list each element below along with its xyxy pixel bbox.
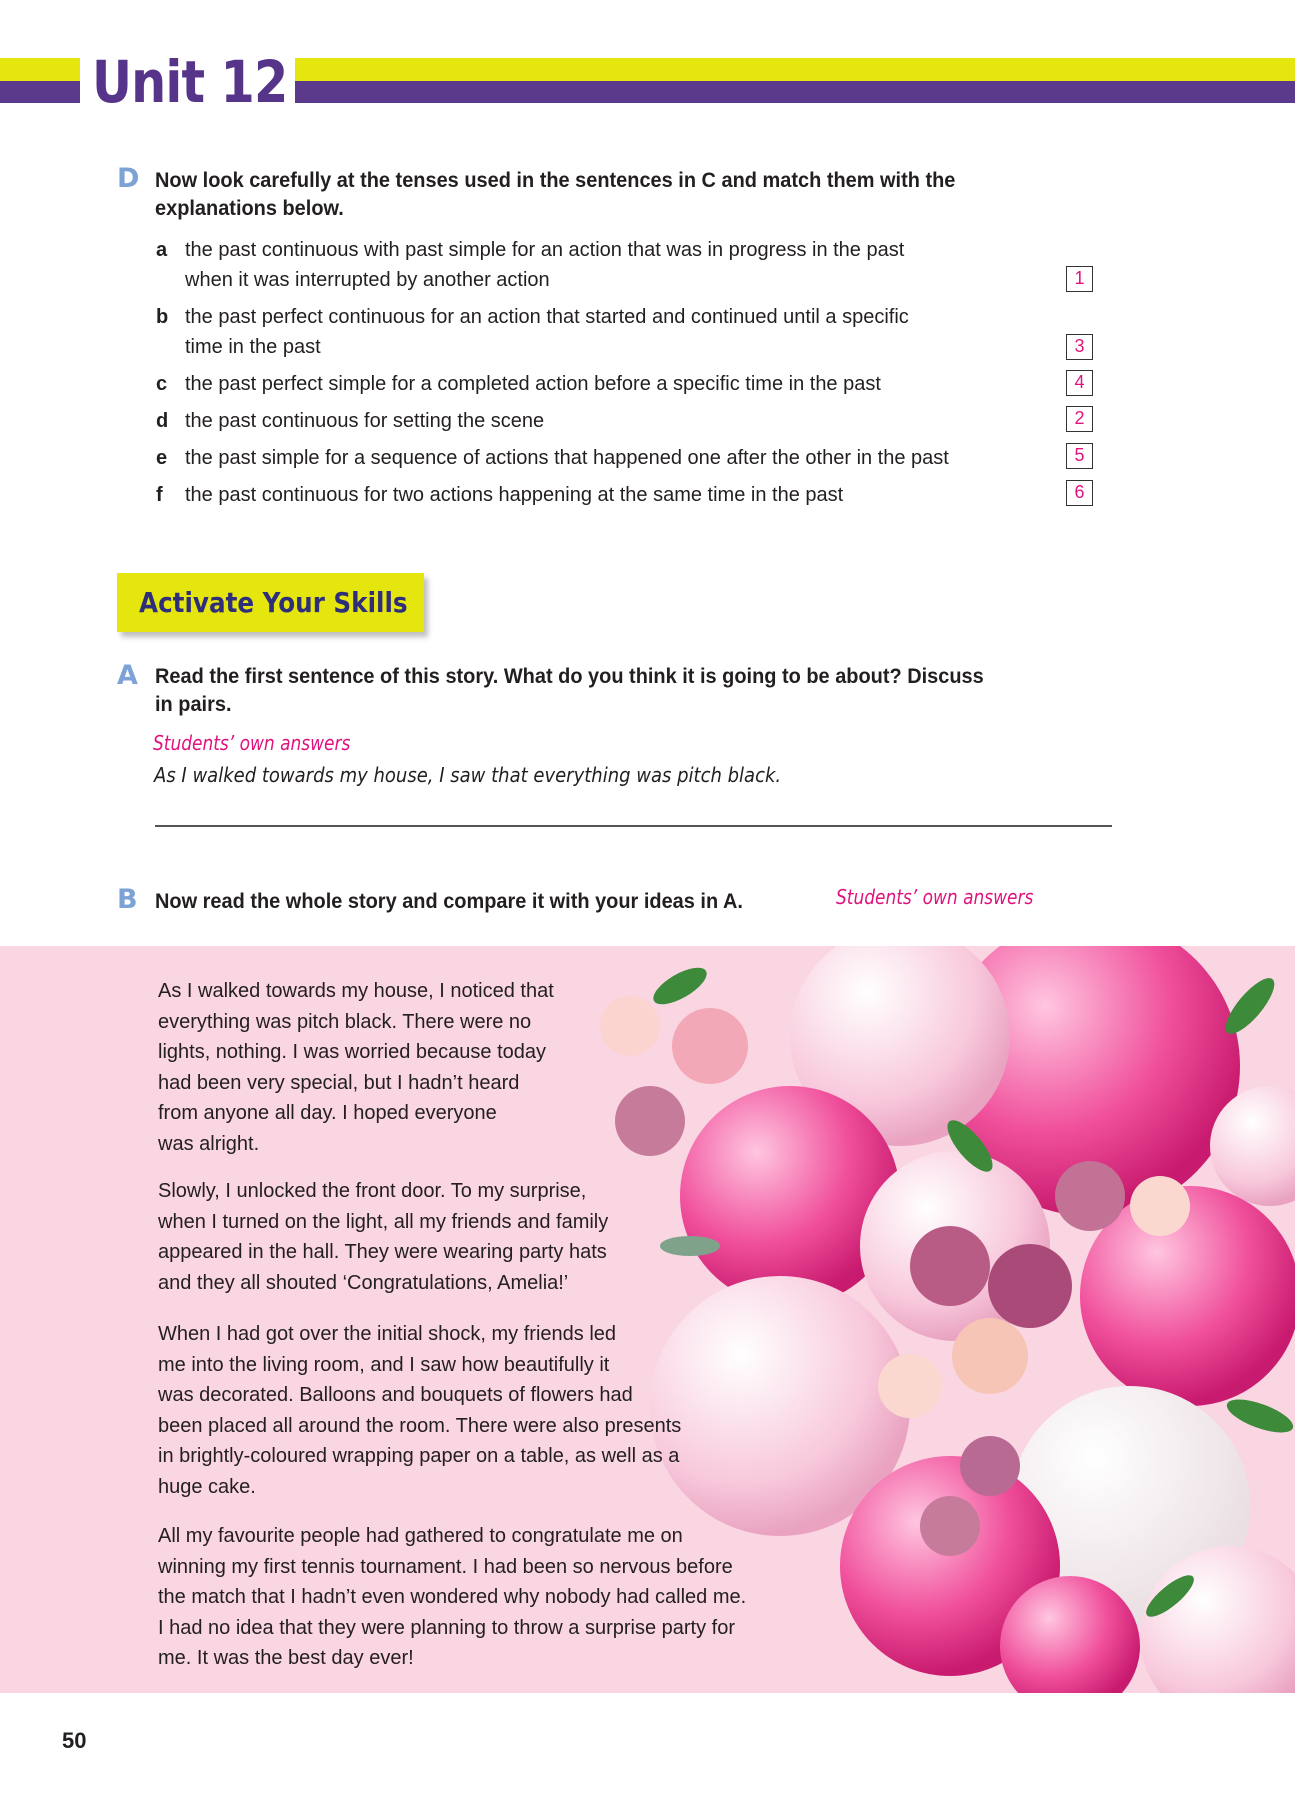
- story-text: Slowly, I unlocked the front door. To my surprise, when I turned on the light, all my friends and family appeared in the hall. They were wearing party hats and they all shouted ‘Congratulations, Amelia!’: [158, 1180, 609, 1294]
- item-letter: e: [156, 447, 168, 469]
- answer-box-c[interactable]: 4: [1066, 370, 1093, 396]
- item-letter: d: [156, 410, 169, 432]
- story-paragraph: [158, 1319, 681, 1503]
- story-paragraph: [158, 1176, 608, 1298]
- answer-box-e[interactable]: 5: [1066, 443, 1093, 469]
- answer-line[interactable]: [155, 825, 1112, 827]
- instruction-line: Now look carefully at the tenses used in the sentences in C and match them with the: [155, 169, 956, 192]
- answer-box-f[interactable]: 6: [1066, 480, 1093, 506]
- activate-skills-banner: [117, 573, 424, 632]
- answer-box-b[interactable]: 3: [1066, 334, 1093, 360]
- item-text: time in the past: [185, 336, 321, 358]
- section-b-instruction: Now read the whole story and compare it with your ideas in A.: [155, 890, 743, 913]
- section-a-letter: A: [117, 660, 138, 691]
- item-text: the past perfect continuous for an action that started and continued until a specific: [185, 306, 909, 328]
- item-text: the past continuous for setting the scene: [185, 410, 545, 432]
- section-b-letter: B: [117, 884, 138, 915]
- section-b-answer: Students’ own answers: [836, 885, 1034, 909]
- story-text: As I walked towards my house, I noticed that everything was pitch black. There were no lights, nothing. I was worried because today had been very special, but I hadn’t heard from anyone all day. I hoped everyone was alright.: [158, 980, 554, 1155]
- section-a-sentence: As I walked towards my house, I saw that everything was pitch black.: [154, 763, 782, 787]
- item-letter: b: [156, 306, 169, 328]
- item-letter: a: [156, 239, 168, 261]
- section-d-instruction: [155, 167, 955, 223]
- instruction-line: in pairs.: [155, 693, 232, 716]
- item-text: the past continuous for two actions happening at the same time in the past: [185, 484, 844, 506]
- item-text: the past simple for a sequence of actions that happened one after the other in the past: [185, 447, 949, 469]
- instruction-line: explanations below.: [155, 197, 344, 220]
- section-d-letter: D: [117, 163, 140, 194]
- answer-box-a[interactable]: 1: [1066, 266, 1093, 292]
- section-a-answer: Students’ own answers: [153, 731, 351, 755]
- item-text: the past continuous with past simple for an action that was in progress in the past: [185, 239, 905, 261]
- unit-title: Unit 12: [92, 48, 288, 116]
- activate-skills-title: Activate Your Skills: [139, 586, 408, 619]
- section-a-instruction: [155, 663, 984, 719]
- item-letter: c: [156, 373, 168, 395]
- item-text: the past perfect simple for a completed action before a specific time in the past: [185, 373, 881, 395]
- item-text: when it was interrupted by another action: [185, 269, 550, 291]
- story-paragraph: [158, 976, 554, 1160]
- story-paragraph: [158, 1521, 746, 1674]
- item-letter: f: [156, 484, 163, 506]
- page-number: 50: [62, 1728, 87, 1753]
- answer-box-d[interactable]: 2: [1066, 406, 1093, 432]
- instruction-line: Read the first sentence of this story. What do you think it is going to be about? Discuss: [155, 665, 984, 688]
- story-text: All my favourite people had gathered to congratulate me on winning my first tennis tournament. I had been so nervous before the match that I hadn’t even wondered why nobody had called me. I had no idea that they were planning to throw a surprise party for me. It was the best day ever!: [158, 1525, 747, 1670]
- story-text: When I had got over the initial shock, my friends led me into the living room, and I saw how beautifully it was decorated. Balloons and bouquets of flowers had been placed all around the room. There were also presents in brightly-coloured wrapping paper on a table, as well as a huge cake.: [158, 1323, 682, 1498]
